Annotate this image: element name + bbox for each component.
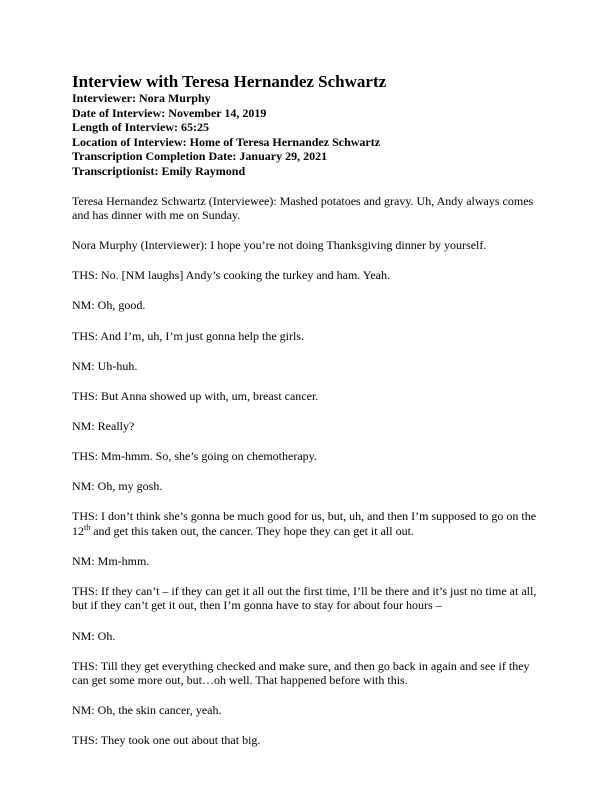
document-title: Interview with Teresa Hernandez Schwartz (72, 72, 387, 91)
transcript-paragraph: NM: Uh-huh. (72, 358, 138, 373)
interview-location-line: Location of Interview: Home of Teresa Hernandez Schwartz (72, 134, 381, 149)
transcript-paragraph: NM: Mm-hmm. (72, 553, 150, 568)
transcript-paragraph: THS: Mm-hmm. So, she’s going on chemotherapy. (72, 448, 317, 463)
transcript-paragraph: THS: But Anna showed up with, um, breast cancer. (72, 388, 319, 403)
transcript-paragraph: THS: They took one out about that big. (72, 733, 261, 748)
transcript (72, 194, 542, 748)
transcript-paragraph: THS: If they can’t – if they can get it all out the first time, I’ll be there and it’s just no time at all, but if they can’t get it out, then I’m gonna have to stay for about four hours – (72, 583, 537, 613)
transcription-completion-line: Transcription Completion Date: January 29, 2021 (72, 149, 328, 164)
transcript-paragraph: NM: Really? (72, 418, 135, 433)
transcriptionist-line: Transcriptionist: Emily Raymond (72, 163, 246, 178)
transcript-text: and get this taken out, the cancer. They hope they can get it all out. (90, 523, 414, 538)
transcript-text: THS: I don’t think she’s gonna be much good for us, but, uh, and then I’m supposed to go on the 12 (72, 509, 537, 538)
ordinal-suffix: th (84, 522, 91, 532)
interview-date-line: Date of Interview: November 14, 2019 (72, 105, 267, 120)
transcript-paragraph: Teresa Hernandez Schwartz (Interviewee): Mashed potatoes and gravy. Uh, Andy always comes and has dinner with me on Sunday. (72, 193, 534, 223)
transcript-paragraph: Nora Murphy (Interviewer): I hope you’re not doing Thanksgiving dinner by yourself. (72, 238, 487, 253)
transcript-paragraph: THS: No. [NM laughs] Andy’s cooking the turkey and ham. Yeah. (72, 268, 390, 283)
document-body (72, 72, 542, 764)
transcript-paragraph: NM: Oh, the skin cancer, yeah. (72, 703, 222, 718)
transcript-paragraph: NM: Oh, my gosh. (72, 479, 163, 493)
interview-length-line: Length of Interview: 65:25 (72, 120, 209, 135)
interview-metadata (72, 91, 542, 179)
transcript-paragraph (72, 509, 542, 538)
transcript-paragraph: THS: And I’m, uh, I’m just gonna help the girls. (72, 328, 304, 343)
transcript-paragraph: NM: Oh, good. (72, 298, 146, 313)
transcript-paragraph: THS: Till they get everything checked and make sure, and then go back in again and see if they can get some more out, but…oh well. That happened before with this. (72, 658, 530, 688)
interviewer-line: Interviewer: Nora Murphy (72, 91, 211, 105)
transcript-paragraph: NM: Oh. (72, 628, 116, 643)
